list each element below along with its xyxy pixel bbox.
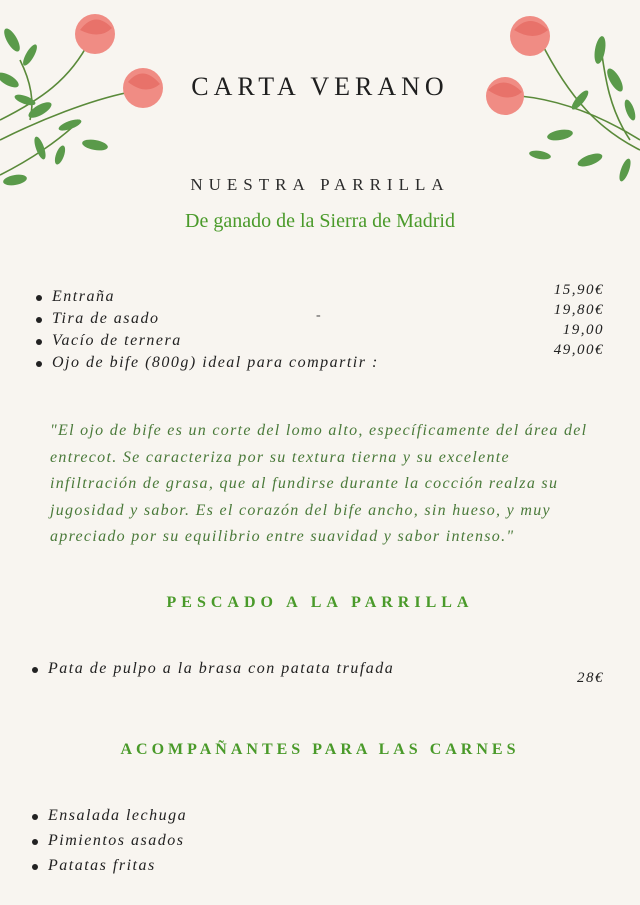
section-heading-pescado: PESCADO A LA PARRILLA	[166, 594, 474, 611]
list-item: Patatas fritas	[30, 855, 430, 880]
pescado-price: 28€	[577, 670, 604, 686]
list-item: Ensalada lechuga	[30, 805, 430, 830]
list-item: Vacío de ternera	[34, 330, 454, 352]
separator-dash: -	[316, 308, 321, 323]
parrilla-list	[34, 286, 454, 374]
parrilla-prices	[480, 280, 604, 360]
price: 15,90€	[553, 282, 604, 298]
list-item: Pimientos asados	[30, 830, 430, 855]
price: 49,00€	[553, 342, 604, 358]
page-title: CARTA VERANO	[191, 72, 449, 101]
price: 19,80€	[553, 302, 604, 318]
acompanantes-list	[30, 805, 430, 880]
list-item: Entraña	[34, 286, 454, 308]
pescado-list	[30, 658, 490, 680]
ojo-de-bife-description: "El ojo de bife es un corte del lomo alto, específicamente del área del entrecot. Se caracteriza por su textura tierna y su excelente infiltración de grasa, que al fundirse durante la cocción realza su jugosidad y sabor. Es el corazón del bife ancho, sin hueso, y muy apreciado por su equilibrio entre suavidad y sabor intenso."	[50, 422, 588, 545]
section-heading-parrilla: NUESTRA PARRILLA	[190, 175, 450, 194]
list-item: Tira de asado	[34, 308, 454, 330]
section-subtitle-parrilla: De ganado de la Sierra de Madrid	[185, 210, 455, 232]
list-item: Pata de pulpo a la brasa con patata trufada	[30, 658, 490, 680]
list-item: Ojo de bife (800g) ideal para compartir :	[34, 352, 454, 374]
price: 19,00	[562, 322, 604, 338]
section-heading-acompanantes: ACOMPAÑANTES PARA LAS CARNES	[120, 741, 520, 758]
